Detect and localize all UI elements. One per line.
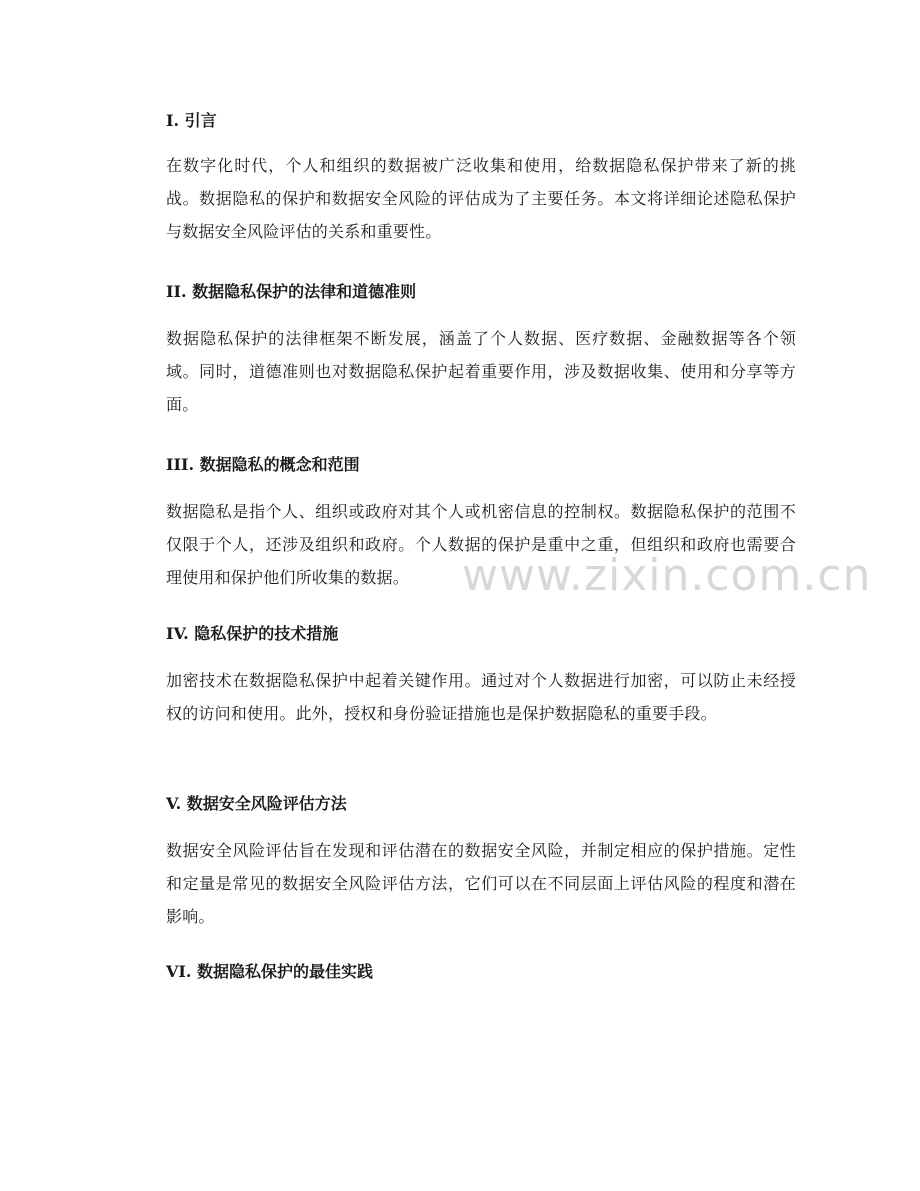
watermark-text: www.zixin.com.cn: [462, 550, 872, 601]
section-paragraph-1: 在数字化时代，个人和组织的数据被广泛收集和使用，给数据隐私保护带来了新的挑战。数据隐私的保护和数据安全风险的评估成为了主要任务。本文将详细论述隐私保护与数据安全风险评估的关系和重要性。: [166, 156, 796, 241]
section-heading-3: III. 数据隐私的概念和范围: [166, 455, 360, 474]
section-heading-2: II. 数据隐私保护的法律和道德准则: [166, 282, 417, 301]
section-paragraph-2: 数据隐私保护的法律框架不断发展，涵盖了个人数据、医疗数据、金融数据等各个领域。同时，道德准则也对数据隐私保护起着重要作用，涉及数据收集、使用和分享等方面。: [166, 329, 796, 414]
section-heading-4: IV. 隐私保护的技术措施: [166, 624, 339, 643]
section-paragraph-4: 加密技术在数据隐私保护中起着关键作用。通过对个人数据进行加密，可以防止未经授权的访问和使用。此外，授权和身份验证措施也是保护数据隐私的重要手段。: [166, 671, 796, 723]
section-heading-6: VI. 数据隐私保护的最佳实践: [166, 962, 374, 981]
section-heading-5: V. 数据安全风险评估方法: [166, 794, 347, 813]
section-paragraph-5: 数据安全风险评估旨在发现和评估潜在的数据安全风险，并制定相应的保护措施。定性和定量是常见的数据安全风险评估方法，它们可以在不同层面上评估风险的程度和潜在影响。: [166, 841, 796, 926]
section-paragraph-3: 数据隐私是指个人、组织或政府对其个人或机密信息的控制权。数据隐私保护的范围不仅限于个人，还涉及组织和政府。个人数据的保护是重中之重，但组织和政府也需要合理使用和保护他们所收集的数据。: [166, 502, 796, 587]
section-heading-1: I. 引言: [166, 111, 217, 130]
